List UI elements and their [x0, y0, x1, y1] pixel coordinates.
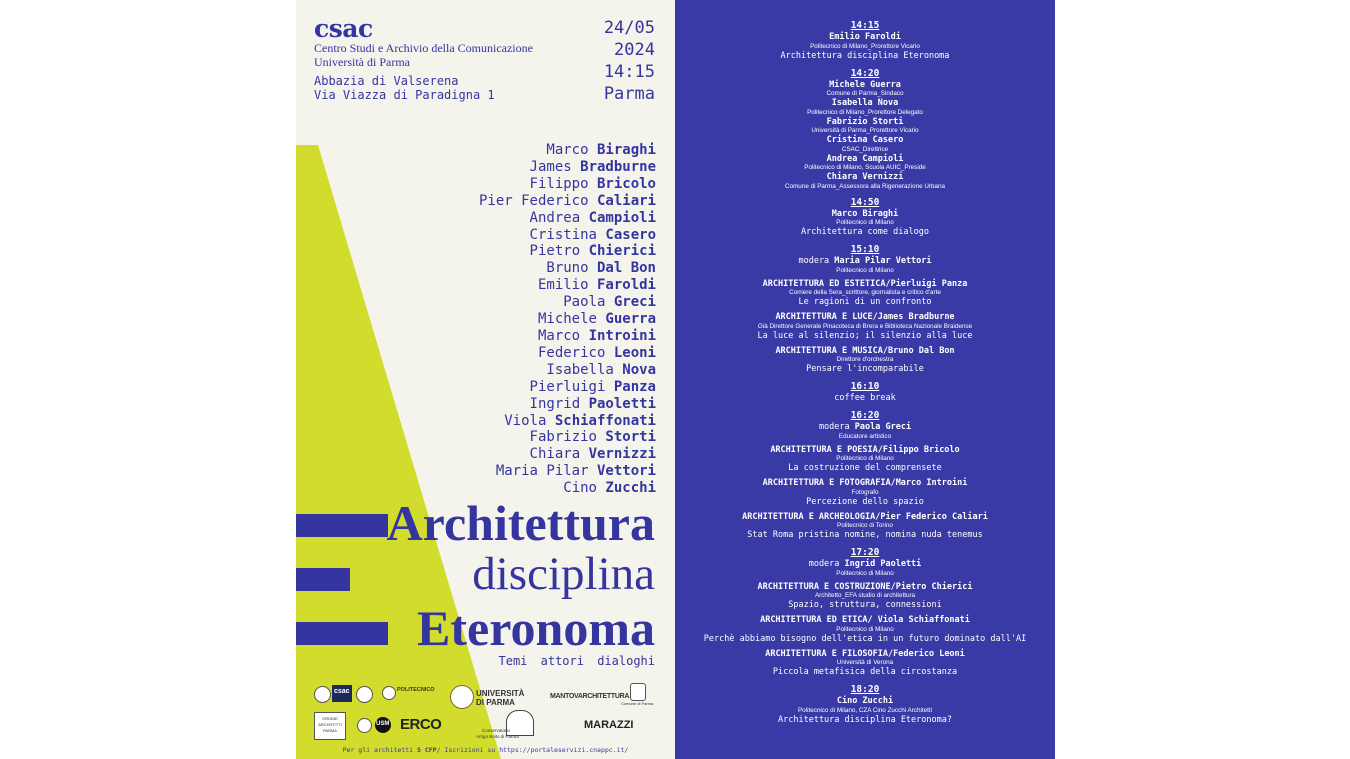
spacer — [675, 238, 1055, 242]
speaker-name — [479, 243, 656, 260]
blue-bar-bottom — [296, 622, 388, 645]
program-section — [675, 381, 1055, 408]
event-time: 14:15 — [603, 62, 655, 82]
speaker-first-name: Pierluigi — [529, 378, 606, 395]
speaker-name — [479, 345, 656, 362]
talk-title: Perchè abbiamo bisogno dell'etica in un futuro dominato dall'AI — [703, 633, 1027, 644]
speaker-name — [479, 311, 656, 328]
talk-speaker: Cino Zucchi — [836, 696, 894, 706]
erco-logo: ERCO — [400, 716, 442, 733]
blue-bar-top — [296, 514, 388, 537]
talk-speaker: ARCHITETTURA E FILOSOFIA/Federico Leoni — [765, 648, 965, 659]
talk-affiliation: Università di Parma_Prorettore Vicario — [811, 127, 919, 134]
conservatorio-line1: Conservatorio — [482, 728, 511, 733]
speaker-name — [479, 446, 656, 463]
speaker-name — [479, 159, 656, 176]
speaker-last-name: Paoletti — [588, 395, 656, 412]
moderator-name: Ingrid Paoletti — [844, 559, 922, 569]
cfp-footnote: Per gli architetti 5 CFP/ Iscrizioni su https://portaleservizi.cnappc.it/ — [342, 746, 629, 754]
speaker-name — [479, 463, 656, 480]
talk-affiliation: Politecnico di Milano — [836, 219, 894, 226]
spacer — [675, 726, 1055, 730]
session-time: 17:20 — [850, 547, 880, 558]
talk-title: Spazio, struttura, connessioni — [788, 600, 942, 610]
session-time: 14:15 — [850, 20, 880, 31]
speaker-name — [479, 277, 656, 294]
talk-title: La luce al silenzio; il silenzio alla luce — [757, 330, 973, 341]
speaker-name — [479, 193, 656, 210]
speaker-last-name: Bradburne — [580, 158, 656, 175]
speaker-names-list — [479, 142, 656, 497]
talk-title: Le ragioni di un confronto — [798, 297, 932, 307]
talk-speaker: Emilio Faroldi — [829, 32, 901, 42]
moderator-prefix: modera — [798, 256, 835, 266]
speaker-last-name: Caliari — [596, 192, 656, 209]
speaker-first-name: Emilio — [537, 277, 589, 294]
speaker-name — [479, 379, 656, 396]
spacer — [675, 62, 1055, 66]
talk-affiliation: CSAC_Direttrice — [841, 145, 889, 153]
spacer — [675, 678, 1055, 682]
university-parma-line1: UNIVERSITÀ — [476, 689, 525, 698]
talk-title: La costruzione del comprensete — [788, 463, 942, 473]
speaker-first-name: Viola — [504, 412, 547, 429]
moderator-affiliation: Educatore artistico — [838, 432, 892, 440]
speaker-name — [479, 227, 656, 244]
speaker-first-name: Ingrid — [529, 395, 581, 412]
session-time: 15:10 — [850, 244, 880, 255]
speaker-last-name: Storti — [605, 429, 656, 446]
talk-title: Piccola metafisica della circostanza — [772, 667, 958, 677]
speaker-last-name: Campioli — [588, 209, 656, 226]
spacer — [675, 191, 1055, 195]
speaker-first-name: Chiara — [529, 446, 581, 463]
conservatorio-line2: Arrigo Boito di Parma — [476, 734, 519, 739]
conservatorio-arch-icon — [506, 710, 534, 736]
talk-speaker: ARCHITETTURA E ARCHEOLOGIA/Pier Federico Caliari — [742, 511, 988, 522]
talk-affiliation: Architetto_EFA studio di architettura — [814, 592, 916, 599]
university-parma-line2: DI PARMA — [476, 698, 515, 707]
talk-speaker: Michele Guerra — [829, 79, 901, 90]
spacer — [675, 541, 1055, 545]
program-panel — [675, 0, 1055, 759]
talk-title: Percezione dello spazio — [806, 496, 924, 507]
title-disciplina: disciplina — [472, 548, 655, 600]
speaker-last-name: Nova — [622, 361, 656, 378]
event-year: 2024 — [614, 40, 655, 60]
program-section — [675, 410, 1055, 545]
talk-affiliation: Politecnico di Milano_Prorettore Vicario — [810, 42, 920, 50]
moderator-name: Paola Greci — [854, 422, 912, 432]
csac-logo: csac — [314, 14, 373, 43]
talk-speaker: Cristina Casero — [826, 135, 904, 145]
moderator-prefix: modera — [808, 559, 845, 569]
talk-title: Architettura disciplina Eteronoma? — [778, 714, 952, 725]
speaker-name — [479, 362, 656, 379]
speaker-name — [479, 176, 656, 193]
talk-title: Architettura disciplina Eteronoma — [780, 50, 950, 61]
politecnico-label: POLITECNICO — [397, 687, 435, 693]
talk-speaker: Chiara Vernizzi — [826, 172, 904, 182]
politecnico-logo-icon — [382, 686, 396, 700]
talk-title: Pensare l'incomparabile — [806, 364, 924, 374]
speaker-last-name: Greci — [613, 294, 656, 311]
poster-left-panel — [296, 0, 675, 759]
speaker-name — [479, 328, 656, 345]
speaker-last-name: Leoni — [613, 344, 656, 361]
subtitle: Temi attori dialoghi — [498, 654, 655, 668]
speaker-last-name: Vernizzi — [588, 446, 656, 463]
politecnico-seal-icon — [314, 686, 331, 703]
speaker-last-name: Guerra — [605, 311, 656, 328]
talk-affiliation: Comune di Parma_Assessora alla Rigenerazione Urbana — [785, 182, 945, 190]
talk-speaker: ARCHITETTURA E POESIA/Filippo Bricolo — [770, 444, 960, 455]
moderator-affiliation: Politecnico di Milano — [836, 266, 894, 274]
speaker-name — [479, 260, 656, 277]
speaker-last-name: Chierici — [588, 243, 656, 260]
speaker-first-name: Marco — [537, 327, 581, 344]
talk-affiliation: Politecnico di Milano_Prorettore Delegato — [807, 108, 923, 116]
talk-title: coffee break — [834, 393, 896, 403]
speaker-last-name: Panza — [613, 378, 656, 395]
program-schedule — [675, 18, 1055, 730]
session-time: 14:50 — [850, 196, 880, 208]
talk-title: Stat Roma pristina nomine, nomina nuda tenemus — [747, 530, 983, 540]
session-time: 18:20 — [850, 684, 880, 695]
org-name: Centro Studi e Archivio della Comunicazione — [314, 41, 533, 55]
speaker-name — [479, 142, 656, 159]
talk-affiliation: Politecnico di Torino — [837, 522, 893, 529]
speaker-first-name: Andrea — [529, 209, 581, 226]
talk-affiliation: Fotografo — [851, 488, 879, 496]
talk-speaker: ARCHITETTURA ED ETICA/ Viola Schiaffonati — [760, 615, 970, 625]
program-section — [675, 547, 1055, 682]
speaker-last-name: Biraghi — [596, 142, 656, 158]
moderator-affiliation: Politecnico di Milano — [836, 569, 894, 577]
speaker-last-name: Faroldi — [596, 277, 656, 294]
speaker-first-name: Fabrizio — [529, 429, 597, 446]
ordine-architetti-logo: ORDINE ARCHITETTI PARMA — [314, 712, 346, 740]
speaker-first-name: Pier Federico — [478, 192, 589, 209]
comune-parma-label: Comune di Parma — [621, 701, 654, 706]
speaker-last-name: Vettori — [596, 463, 656, 480]
round-logo-icon — [357, 718, 372, 733]
talk-speaker: Fabrizio Storti — [826, 116, 904, 127]
speaker-first-name: Cristina — [529, 226, 597, 243]
talk-speaker: ARCHITETTURA ED ESTETICA/Pierluigi Panza — [762, 278, 968, 289]
talk-speaker: ARCHITETTURA E COSTRUZIONE/Pietro Chierici — [757, 581, 973, 592]
talk-affiliation: Già Direttore Generale Pinacoteca di Brera e Biblioteca Nazionale Braidense — [757, 322, 973, 330]
speaker-first-name: James — [529, 158, 572, 175]
blue-bar-middle — [296, 568, 350, 591]
talk-affiliation: Direttore d'orchestra — [836, 356, 894, 363]
talk-affiliation: Università di Verona — [836, 659, 894, 666]
talk-speaker: ARCHITETTURA E LUCE/James Bradburne — [775, 312, 955, 322]
usm-logo: USM — [375, 717, 391, 733]
speaker-name — [479, 396, 656, 413]
session-time: 16:10 — [850, 381, 880, 392]
spacer — [675, 404, 1055, 408]
speaker-first-name: Bruno — [546, 260, 589, 277]
session-time: 14:20 — [850, 67, 880, 79]
session-time: 16:20 — [850, 410, 880, 421]
speaker-name — [479, 210, 656, 227]
speaker-first-name: Maria Pilar — [495, 463, 589, 480]
moderator-line — [675, 559, 1055, 570]
talk-affiliation: Politecnico di Milano, Scuola AUIC_Preside — [804, 164, 926, 171]
talk-affiliation: Comune di Parma_Sindaco — [826, 90, 904, 97]
speaker-last-name: Bricolo — [596, 175, 656, 192]
mantova-architettura-logo: MANTOVARCHITETTURA — [550, 693, 630, 700]
speaker-first-name: Pietro — [529, 243, 581, 260]
csac-small-logo: csac — [332, 685, 352, 702]
event-city: Parma — [603, 84, 655, 104]
program-section — [675, 244, 1055, 379]
title-architettura: Architettura — [386, 495, 655, 551]
talk-speaker: Isabella Nova — [831, 98, 899, 108]
university-name: Università di Parma — [314, 55, 410, 69]
speaker-last-name: Introini — [588, 327, 656, 344]
talk-affiliation: Politecnico di Milano — [836, 455, 894, 462]
speaker-last-name: Schiaffonati — [554, 412, 656, 429]
speaker-first-name: Filippo — [529, 175, 589, 192]
moderator-line — [675, 256, 1055, 267]
program-section — [675, 68, 1055, 195]
speaker-first-name: Cino — [563, 480, 597, 497]
talk-speaker: Andrea Campioli — [826, 153, 904, 164]
talk-speaker: Marco Biraghi — [831, 208, 899, 219]
talk-title: Architettura come dialogo — [801, 227, 929, 237]
speaker-last-name: Casero — [605, 226, 656, 243]
speaker-name — [479, 413, 656, 430]
venue-name: Abbazia di Valserena — [314, 74, 459, 88]
speaker-first-name: Federico — [537, 344, 606, 361]
talk-speaker: ARCHITETTURA E FOTOGRAFIA/Marco Introini — [762, 478, 968, 488]
talk-speaker: ARCHITETTURA E MUSICA/Bruno Dal Bon — [775, 345, 955, 356]
talk-affiliation: Politecnico di Milano, CZA Cino Zucchi Architetti — [797, 706, 933, 714]
university-seal-icon — [356, 686, 373, 703]
comune-parma-crest-icon — [630, 683, 646, 701]
speaker-name — [479, 429, 656, 446]
moderator-name: Maria Pilar Vettori — [834, 256, 932, 266]
university-parma-seal-icon — [450, 685, 474, 709]
speaker-first-name: Michele — [537, 311, 597, 328]
talk-affiliation: Corriere della Sera_scrittore, giornalista e critico d'arte — [789, 289, 941, 296]
moderator-line — [675, 422, 1055, 433]
program-section — [675, 197, 1055, 243]
speaker-last-name: Dal Bon — [596, 260, 656, 277]
speaker-last-name: Zucchi — [605, 480, 656, 497]
spacer — [675, 375, 1055, 379]
event-date: 24/05 — [603, 18, 655, 38]
speaker-first-name: Marco — [546, 142, 589, 158]
venue-address: Via Viazza di Paradigna 1 — [314, 88, 495, 102]
speaker-first-name: Isabella — [546, 361, 614, 378]
speaker-name — [479, 294, 656, 311]
talk-affiliation: Politecnico di Milano — [836, 625, 894, 633]
program-section — [675, 684, 1055, 730]
title-eteronoma: Eteronoma — [417, 600, 655, 656]
moderator-prefix: modera — [818, 422, 855, 432]
program-section — [675, 20, 1055, 66]
speaker-first-name: Paola — [563, 294, 606, 311]
marazzi-logo: MARAZZI — [584, 719, 634, 731]
